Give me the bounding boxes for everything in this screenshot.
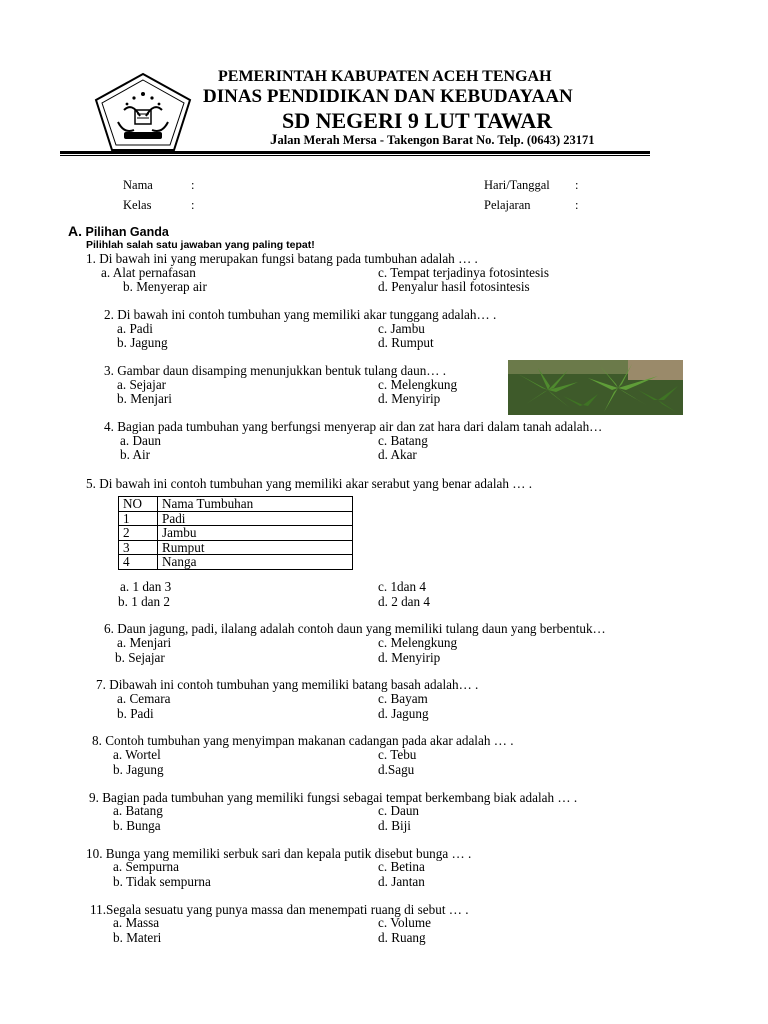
question-2: 2. Di bawah ini contoh tumbuhan yang memiliki akar tunggang adalah… . [104,307,497,322]
table-cell-no: 2 [119,526,158,541]
q2-option-b: b. Jagung [117,335,168,350]
header-line-2: DINAS PENDIDIKAN DAN KEBUDAYAAN [203,86,573,107]
header-rule-thin [60,155,650,156]
q11-option-a: a. Massa [113,915,160,930]
q1-option-c: c. Tempat terjadinya fotosintesis [378,265,549,280]
kelas-colon: : [191,198,195,212]
q7-option-b: b. Padi [117,706,154,721]
school-emblem-icon [94,72,192,152]
table-header-no: NO [119,497,158,512]
q2-option-d: d. Rumput [378,335,434,350]
pelajaran-colon: : [575,198,579,212]
question-10: 10. Bunga yang memiliki serbuk sari dan kepala putik disebut bunga … . [86,846,472,861]
table-cell-no: 3 [119,540,158,555]
table-row [119,540,353,555]
q5-option-d: d. 2 dan 4 [378,594,431,609]
address [270,132,595,149]
section-heading [68,223,169,239]
section-letter: A. [68,223,82,239]
address-text: alan Merah Mersa - Takengon Barat No. Telp. (0643) 23171 [277,133,595,147]
q5-option-b: b. 1 dan 2 [118,594,171,609]
nama-colon: : [191,178,195,192]
q9-option-a: a. Batang [113,803,163,818]
q7-option-c: c. Bayam [378,691,428,706]
q4-option-d: d. Akar [378,447,417,462]
table-cell-name: Rumput [158,540,353,555]
q4-option-b: b. Air [120,447,151,462]
q8-option-b: b. Jagung [113,762,164,777]
q10-option-a: a. Sempurna [113,859,179,874]
q8-option-a: a. Wortel [113,747,161,762]
table-header-name: Nama Tumbuhan [158,497,353,512]
leaf-photo [508,360,683,415]
q11-option-c: c. Volume [378,915,431,930]
q11-option-b: b. Materi [113,930,162,945]
table-row [119,555,353,570]
table-row [119,511,353,526]
q4-option-c: c. Batang [378,433,428,448]
question-5: 5. Di bawah ini contoh tumbuhan yang memiliki akar serabut yang benar adalah … . [86,476,533,491]
school-name: SD NEGERI 9 LUT TAWAR [282,108,553,133]
q10-option-d: d. Jantan [378,874,425,889]
q1-option-b: b. Menyerap air [123,279,207,294]
q5-option-a: a. 1 dan 3 [120,579,172,594]
section-title: Pilihan Ganda [85,225,169,239]
q10-option-b: b. Tidak sempurna [113,874,211,889]
question-6: 6. Daun jagung, padi, ilalang adalah contoh daun yang memiliki tulang daun yang berbentuk… [104,621,606,636]
q8-option-d: d.Sagu [378,762,415,777]
table-cell-no: 1 [119,511,158,526]
q3-option-a: a. Sejajar [117,377,167,392]
header-line-1: PEMERINTAH KABUPATEN ACEH TENGAH [218,68,552,85]
q7-option-a: a. Cemara [117,691,171,706]
q10-option-c: c. Betina [378,859,425,874]
table-row [119,526,353,541]
address-initial: J [270,132,278,148]
question-9: 9. Bagian pada tumbuhan yang memiliki fungsi sebagai tempat berkembang biak adalah … . [89,790,578,805]
q2-option-a: a. Padi [117,321,153,336]
q6-option-c: c. Melengkung [378,635,458,650]
table-header-row [119,497,353,512]
question-7: 7. Dibawah ini contoh tumbuhan yang memiliki batang basah adalah… . [96,677,479,692]
table-cell-name: Nanga [158,555,353,570]
q9-option-c: c. Daun [378,803,420,818]
question-4: 4. Bagian pada tumbuhan yang berfungsi menyerap air dan zat hara dari dalam tanah adalah… [104,419,603,434]
table-cell-name: Padi [158,511,353,526]
q8-option-c: c. Tebu [378,747,417,762]
q1-option-d: d. Penyalur hasil fotosintesis [378,279,530,294]
question-1: 1. Di bawah ini yang merupakan fungsi batang pada tumbuhan adalah … . [86,251,478,266]
kelas-label: Kelas [123,198,152,212]
q4-option-a: a. Daun [120,433,162,448]
hari-colon: : [575,178,579,192]
pelajaran-label: Pelajaran [484,198,531,212]
q1-option-a: a. Alat pernafasan [101,265,196,280]
q6-option-d: d. Menyirip [378,650,441,665]
table-cell-name: Jambu [158,526,353,541]
nama-label: Nama [123,178,153,192]
q11-option-d: d. Ruang [378,930,426,945]
q5-option-c: c. 1dan 4 [378,579,426,594]
hari-label: Hari/Tanggal [484,178,550,192]
header-rule-thick [60,151,650,154]
q3-option-b: b. Menjari [117,391,172,406]
q9-option-b: b. Bunga [113,818,161,833]
q6-option-a: a. Menjari [117,635,172,650]
instruction: Pilihlah salah satu jawaban yang paling tepat! [86,239,315,251]
plant-table [118,496,353,570]
q6-option-b: b. Sejajar [115,650,165,665]
q9-option-d: d. Biji [378,818,411,833]
question-8: 8. Contoh tumbuhan yang menyimpan makanan cadangan pada akar adalah … . [92,733,514,748]
q7-option-d: d. Jagung [378,706,429,721]
q3-option-c: c. Melengkung [378,377,458,392]
table-cell-no: 4 [119,555,158,570]
q2-option-c: c. Jambu [378,321,425,336]
question-3: 3. Gambar daun disamping menunjukkan bentuk tulang daun… . [104,363,447,378]
q3-option-d: d. Menyirip [378,391,441,406]
question-11: 11.Segala sesuatu yang punya massa dan menempati ruang di sebut … . [90,902,469,917]
